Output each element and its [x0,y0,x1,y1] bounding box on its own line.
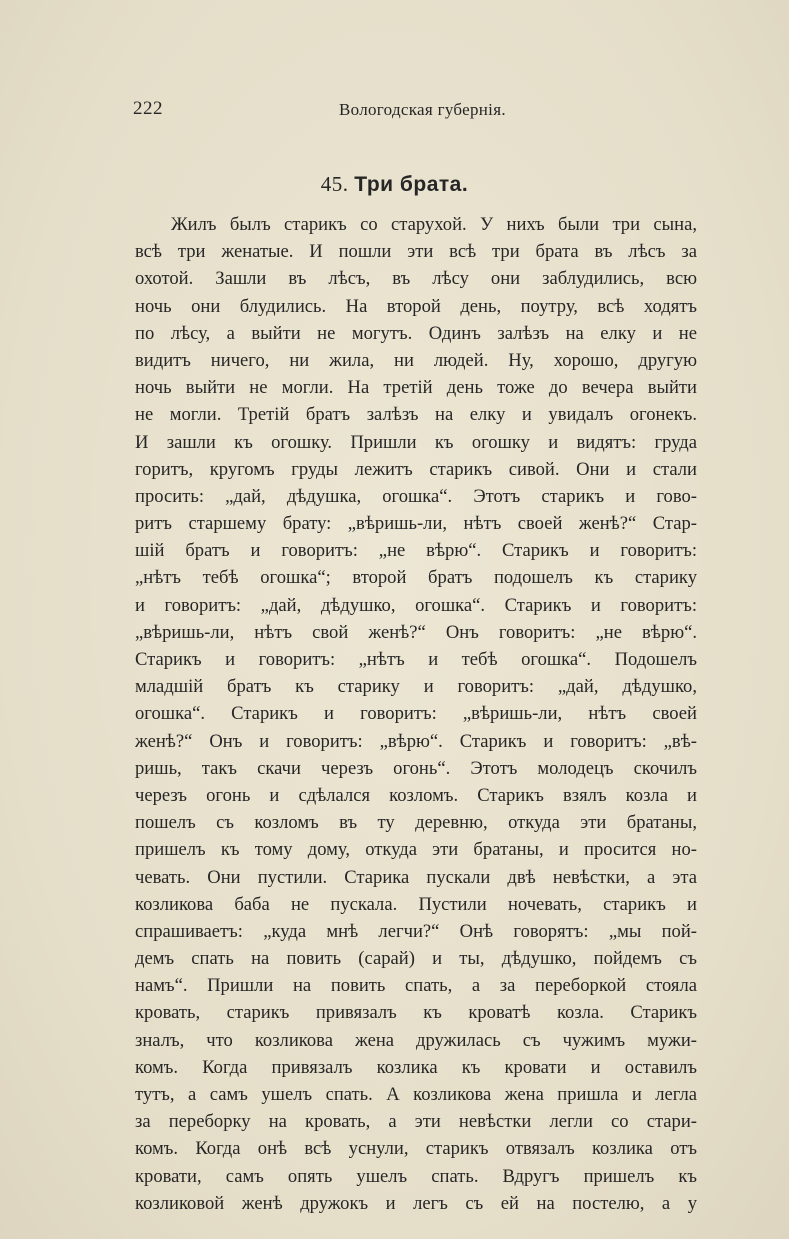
text-line: всѣ три женатые. И пошли эти всѣ три брата въ лѣсъ за [135,241,697,263]
text-line: просить: „дай, дѣдушка, огошка“. Этотъ старикъ и гово- [135,485,697,507]
text-line: за переборку на кровать, а эти невѣстки легли со стари- [135,1111,697,1133]
text-line: по лѣсу, а выйти не могутъ. Одинъ залѣзъ на елку и не [135,322,697,344]
text-line: „нѣтъ тебѣ огошка“; второй братъ подошелъ къ старику [135,567,697,589]
text-line: комъ. Когда онѣ всѣ уснули, старикъ отвязалъ козлика отъ [135,1138,697,1160]
story-title: Три брата. [354,173,469,196]
text-line: намъ“. Пришли на повить спать, а за переборкой стояла [135,975,697,997]
page-number: 222 [133,98,163,119]
text-line: видитъ ничего, ни жила, ни людей. Ну, хорошо, другую [135,349,697,371]
text-line: козликовой женѣ дружокъ и легъ съ ей на постелю, а у [135,1192,697,1214]
text-line: горитъ, кругомъ груды лежитъ старикъ сивой. Они и стали [135,458,697,480]
text-line: спрашиваетъ: „куда мнѣ легчи?“ Онѣ говорятъ: „мы пой- [135,920,697,942]
text-line: черезъ огонь и сдѣлался козломъ. Старикъ взялъ козла и [135,784,697,806]
story-body [135,211,697,1217]
text-line: демъ спать на повить (сарай) и ты, дѣдушко, пойдемъ съ [135,948,697,970]
text-line: кровати, самъ опять ушелъ спать. Вдругъ пришелъ къ [135,1165,697,1187]
text-line: И зашли къ огошку. Пришли къ огошку и видятъ: груда [135,431,697,453]
text-line: „вѣришь-ли, нѣтъ свой женѣ?“ Онъ говоритъ: „не вѣрю“. [135,621,697,643]
text-line: пошелъ съ козломъ въ ту деревню, откуда эти братаны, [135,812,697,834]
text-line: комъ. Когда привязалъ козлика къ кровати и оставилъ [135,1056,697,1078]
text-line: пришелъ къ тому дому, откуда эти братаны, и просится но- [135,839,697,861]
text-line: огошка“. Старикъ и говоритъ: „вѣришь-ли, нѣтъ своей [135,703,697,725]
text-line: ночь выйти не могли. На третій день тоже до вечера выйти [135,377,697,399]
text-line: ришь, такъ скачи черезъ огонь“. Этотъ молодецъ скочилъ [135,757,697,779]
text-line: тутъ, а самъ ушелъ спать. А козликова жена пришла и легла [135,1084,697,1105]
text-line: Старикъ и говоритъ: „нѣтъ и тебѣ огошка“. Подошелъ [135,649,697,670]
text-line: козликова баба не пускала. Пустили ночевать, старикъ и [135,893,697,915]
text-line: Жилъ былъ старикъ со старухой. У нихъ были три сына, [171,214,697,235]
text-line: женѣ?“ Онъ и говоритъ: „вѣрю“. Старикъ и говоритъ: „вѣ- [135,730,697,752]
text-line: чевать. Они пустили. Старика пускали двѣ невѣстки, а эта [135,866,697,888]
text-line: охотой. Зашли въ лѣсъ, въ лѣсу они заблудились, всю [135,268,697,290]
text-line: младшій братъ къ старику и говоритъ: „дай, дѣдушко, [135,676,697,698]
story-number: 45. [320,172,349,196]
running-title: Вологодская губернія. [339,100,506,119]
story-heading [0,172,789,197]
text-line: кровать, старикъ привязалъ къ кроватѣ козла. Старикъ [135,1002,697,1024]
text-line: не могли. Третій братъ залѣзъ на елку и увидалъ огонекъ. [135,404,697,426]
text-line: зналъ, что козликова жена дружилась съ чужимъ мужи- [135,1029,697,1051]
page-header [133,98,701,128]
text-line: ночь они блудились. На второй день, поутру, всѣ ходятъ [135,295,697,317]
text-line: шій братъ и говоритъ: „не вѣрю“. Старикъ и говоритъ: [135,540,697,562]
text-line: и говоритъ: „дай, дѣдушко, огошка“. Старикъ и говоритъ: [135,594,697,616]
text-line: ритъ старшему брату: „вѣришь-ли, нѣтъ своей женѣ?“ Стар- [135,513,697,535]
